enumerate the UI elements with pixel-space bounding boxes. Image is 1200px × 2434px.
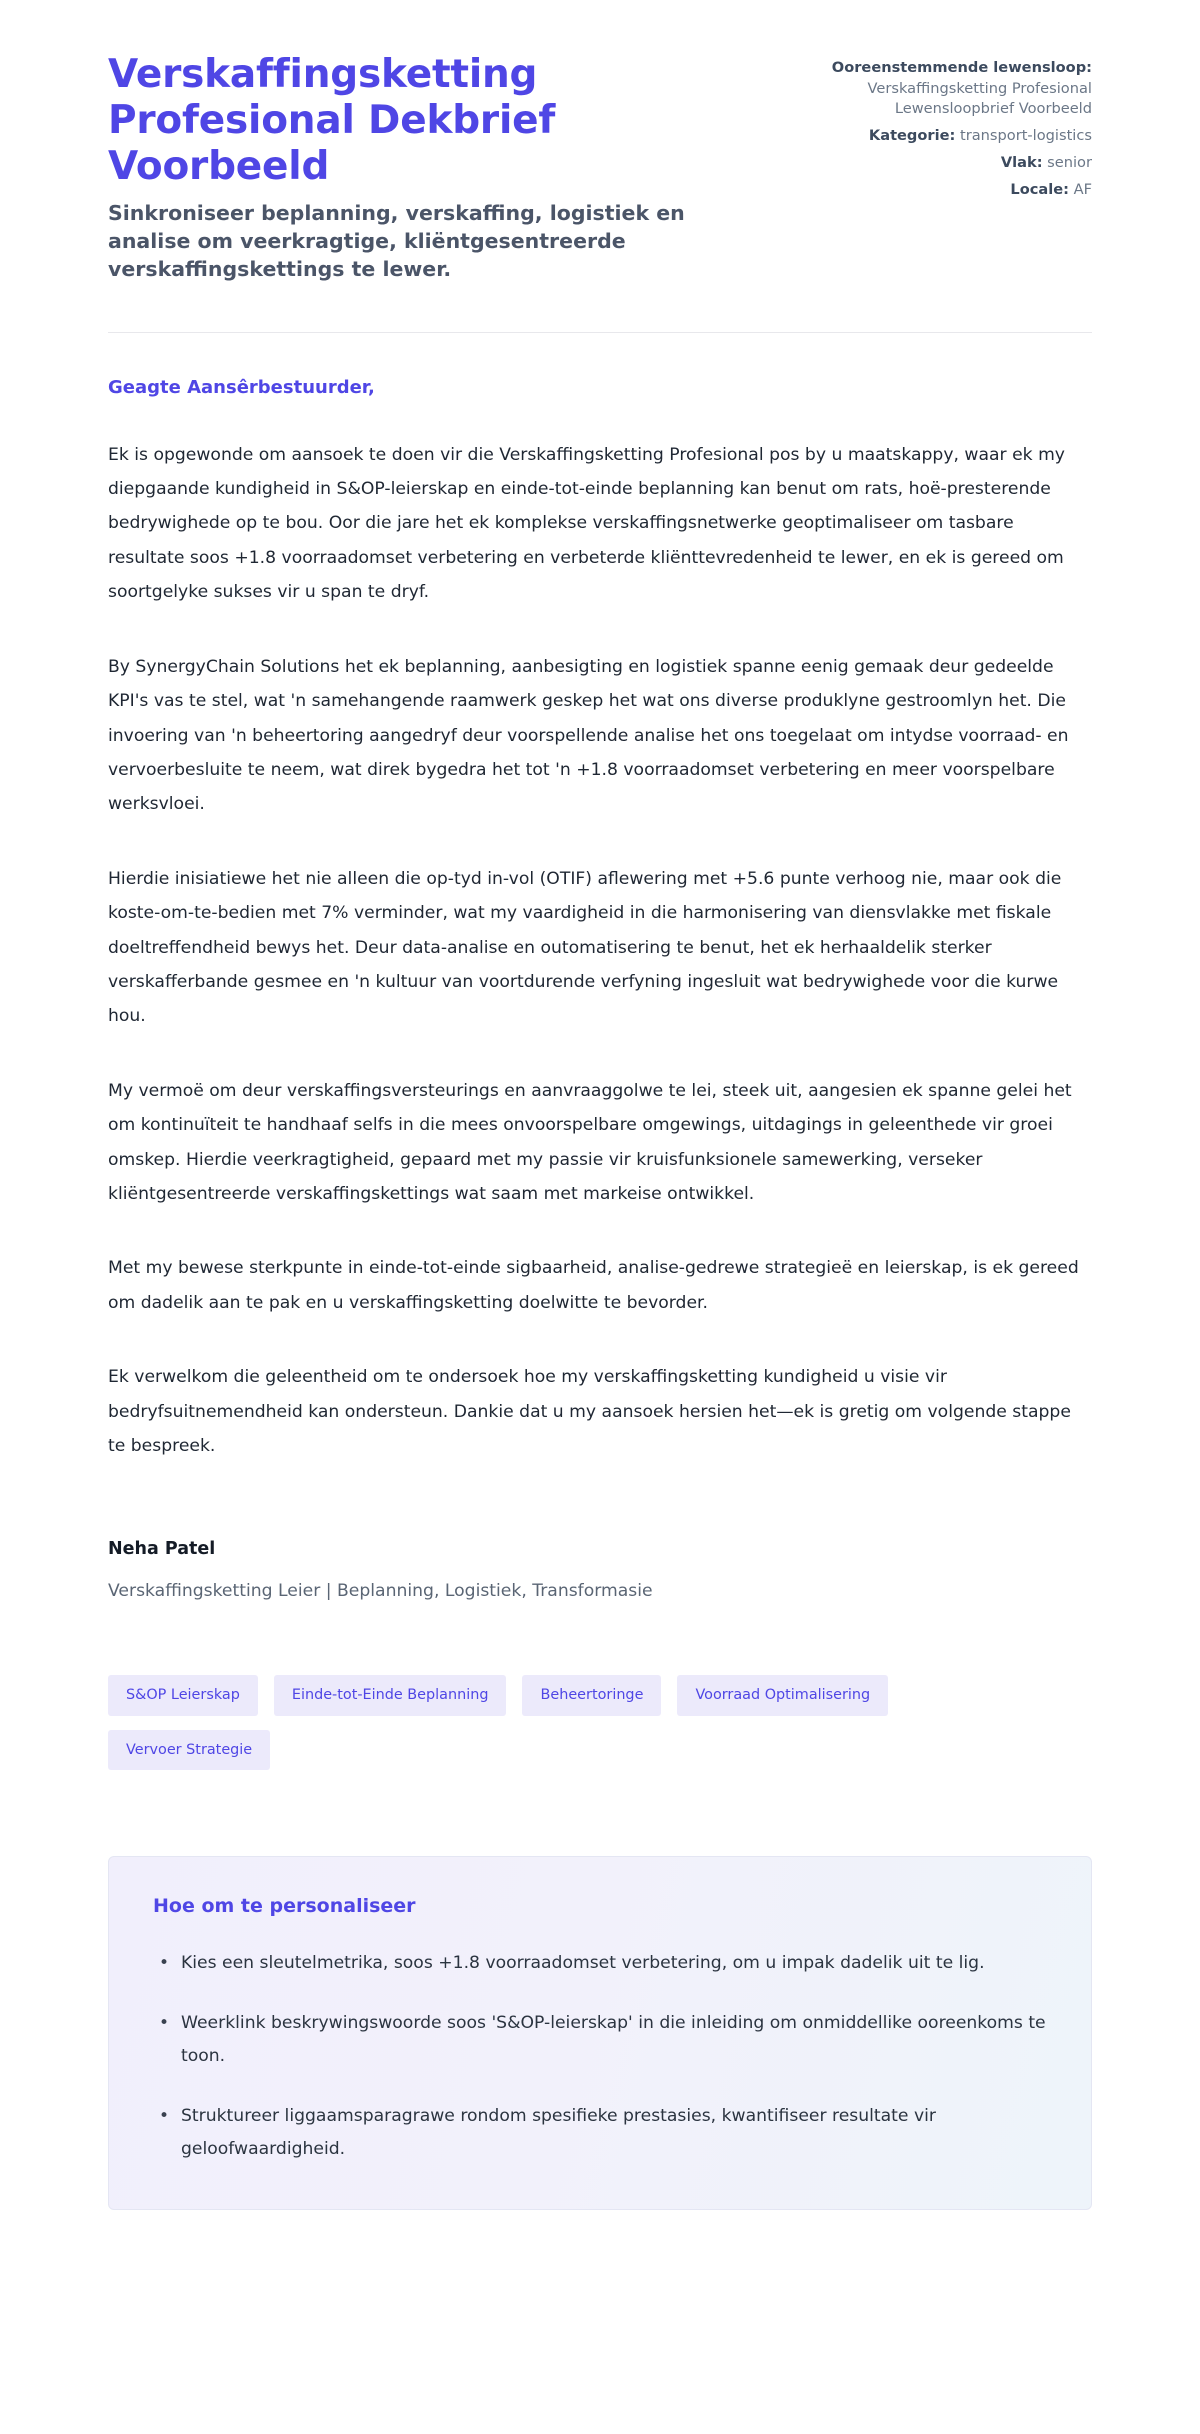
meta-value-category: transport-logistics [959, 127, 1092, 145]
tip-list-item: • Weerklink beskrywingswoorde soos 'S&OP-leierskap' in die inleiding om onmiddellike ooreenkoms te toon. [153, 2007, 1047, 2074]
meta-row-category [792, 126, 1092, 147]
tag-chip[interactable]: Einde-tot-Einde Beplanning [274, 1675, 507, 1715]
signature-role: Verskaffingsketting Leier | Beplanning, Logistiek, Transformasie [108, 1581, 653, 1602]
signature-block [108, 1539, 1092, 1601]
tag-chip[interactable]: Voorraad Optimalisering [677, 1675, 888, 1715]
meta-label-level: Vlak: [1000, 153, 1043, 171]
tips-title: Hoe om te personaliseer [153, 1895, 416, 1918]
letter-paragraph: Hierdie inisiatiewe het nie alleen die op-tyd in-vol (OTIF) aflewering met +5.6 punte verhoog nie, maar ook die koste-om-te-bedien met 7% verminder, wat my vaardigheid in die harmonisering van diensvlakke met fiskale doeltreffendheid bewys het. Deur data-analise en outomatisering te benut, het ek herhaaldelik sterker verskafferbande gesmee en 'n kultuur van voortdurende verfyning ingesluit wat bedrywighede voor die kurwe hou. [108, 868, 1062, 1027]
tip-list-item: • Kies een sleutelmetrika, soos +1.8 voorraadomset verbetering, om u impak dadelik uit te lig. [153, 1947, 1047, 1981]
meta-value-resume: Verskaffingsketting Profesional Lewensloopbrief Voorbeeld [867, 79, 1092, 118]
meta-row-level [792, 153, 1092, 174]
tip-list-item: • Struktureer liggaamsparagrawe rondom spesifieke prestasies, kwantifiseer resultate vir geloofwaardigheid. [153, 2100, 1047, 2167]
header-title-block [108, 52, 748, 284]
letter-paragraph: Ek is opgewonde om aansoek te doen vir die Verskaffingsketting Profesional pos by u maatskappy, waar ek my diepgaande kundigheid in S&OP-leierskap en einde-tot-einde beplanning kan benut om rats, hoë-presterende bedrywighede op te bou. Oor die jare het ek komplekse verskaffingsnetwerke geoptimaliseer om tasbare resultate soos +1.8 voorraadomset verbetering en verbeterde kliënttevredenheid te lewer, en ek is gereed om soortgelyke sukses vir u span te dryf. [108, 444, 1065, 603]
meta-label-resume: Ooreenstemmende lewensloop: [831, 59, 1092, 76]
personalization-tips-panel [108, 1856, 1092, 2210]
meta-value-locale: AF [1073, 180, 1092, 198]
tips-list [153, 1947, 1047, 2167]
meta-row-resume [792, 58, 1092, 120]
page-subtitle: Sinkroniseer beplanning, verskaffing, logistiek en analise om veerkragtige, kliëntgesentreerde verskaffingskettings te lewer. [108, 201, 685, 281]
tag-list [108, 1675, 1008, 1770]
page-title: Verskaffingsketting Profesional Dekbrief Voorbeeld [108, 52, 556, 190]
meta-label-locale: Locale: [1010, 180, 1069, 198]
letter-paragraph: By SynergyChain Solutions het ek beplanning, aanbesigting en logistiek spanne eenig gemaak deur gedeelde KPI's vas te stel, wat 'n samehangende raamwerk geskep het wat ons diverse produklyne gestroomlyn het. Die invoering van 'n beheertoring aangedryf deur voorspellende analise het ons toegelaat om intydse voorraad- en vervoerbesluite te neem, wat direk bygedra het tot 'n +1.8 voorraadomset verbetering en meer voorspelbare werksvloei. [108, 656, 1069, 815]
letter-paragraph: Met my bewese sterkpunte in einde-tot-einde sigbaarheid, analise-gedrewe strategieë en leierskap, is ek gereed om dadelik aan te pak en u verskaffingsketting doelwitte te bevorder. [108, 1258, 1079, 1313]
meta-row-locale [792, 180, 1092, 201]
tag-chip[interactable]: Beheertoringe [522, 1675, 661, 1715]
tag-chip[interactable]: Vervoer Strategie [108, 1730, 270, 1770]
document-metadata [792, 52, 1092, 200]
meta-label-category: Kategorie: [868, 127, 956, 145]
meta-value-level: senior [1047, 153, 1092, 171]
salutation: Geagte Aansêrbestuurder, [108, 376, 375, 398]
letter-body [108, 333, 1092, 1464]
letter-paragraph: My vermoë om deur verskaffingsversteurings en aanvraaggolwe te lei, steek uit, aangesien ek spanne gelei het om kontinuïteit te handhaaf selfs in die mees onvoorspelbare omgewings, uitdagings in geleenthede vir groei omskep. Hierdie veerkragtigheid, gepaard met my passie vir kruisfunksionele samewerking, verseker kliëntgesentreerde verskaffingskettings wat saam met markeise ontwikkel. [108, 1080, 1072, 1204]
page-header [108, 52, 1092, 292]
signature-name: Neha Patel [108, 1539, 216, 1560]
tag-chip[interactable]: S&OP Leierskap [108, 1675, 258, 1715]
letter-paragraph: Ek verwelkom die geleentheid om te ondersoek hoe my verskaffingsketting kundigheid u visie vir bedryfsuitnemendheid kan ondersteun. Dankie dat u my aansoek hersien het—ek is gretig om volgende stappe te bespreek. [108, 1367, 1071, 1457]
